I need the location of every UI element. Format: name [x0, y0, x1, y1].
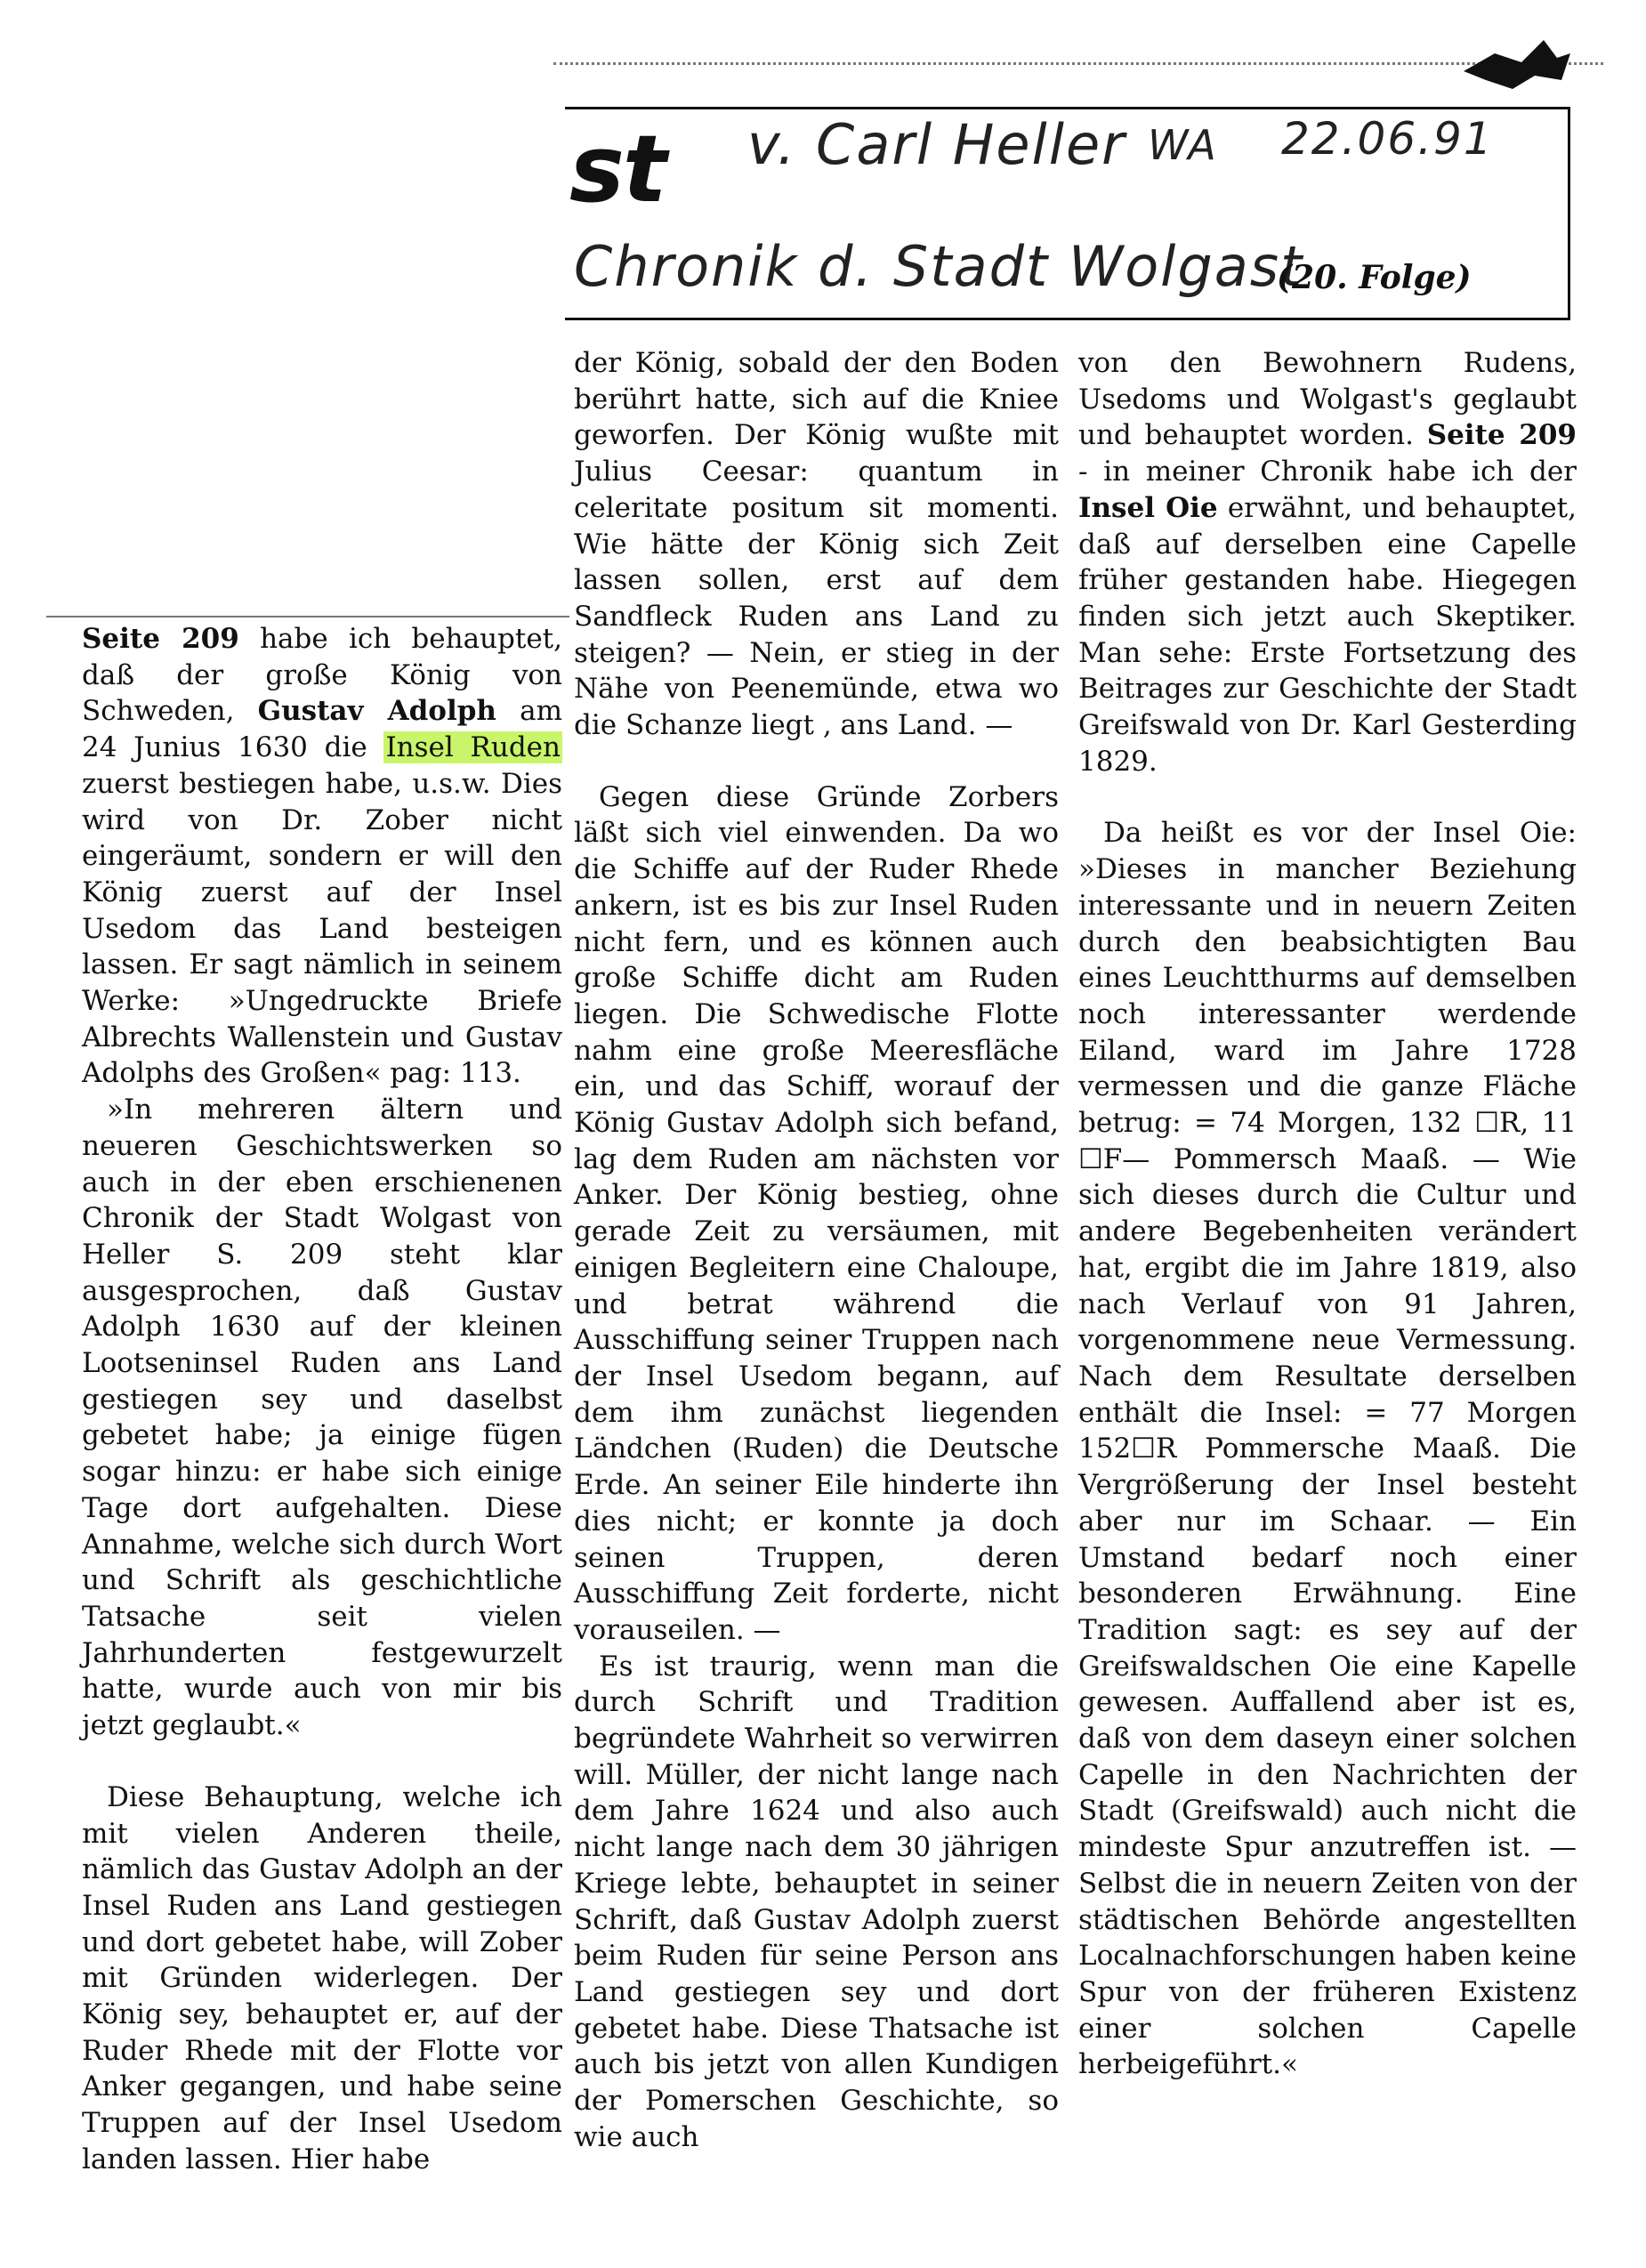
paragraph: Seite 209 habe ich behauptet, daß der große König von Schweden, Gustav Adolph am 24 Junius 1630 die Insel Ruden zuerst bestiegen habe, u.s.w. Dies wird von Dr. Zober nicht eingeräumt, sondern er will den König zuerst auf der Insel Usedom das Land besteigen lassen. Er sagt nämlich in seinem Werke: »Ungedruckte Briefe Albrechts Wallenstein und Gustav Adolphs des Großen« pag: 113.	[82, 623, 563, 1090]
article-column-1	[82, 621, 562, 2178]
newspaper-logo: st	[569, 115, 666, 223]
bold-name: Insel Oie	[1078, 491, 1218, 524]
paragraph: »In mehreren ältern und neueren Geschichtswerken so auch in der eben erschienenen Chronik der Stadt Wolgast von Heller S. 209 steht klar ausgesprochen, daß Gustav Adolph 1630 auf der kleinen Lootseninsel Ruden ans Land gestiegen sey und daselbst gebetet habe; ja einige fügen sogar hinzu: er habe sich einige Tage dort aufgehalten. Diese Annahme, welche sich durch Wort und Schrift als geschichtliche Tatsache seit vielen Jahrhunderten festgewurzelt hatte, wurde auch von mir bis jetzt geglaubt.«	[82, 1094, 562, 1742]
paragraph: der König, sobald der den Boden berührt hatte, sich auf die Kniee geworfen. Der König wußte mit Julius Ceesar: quantum in celeritate positum sit momenti. Wie hätte der König sich Zeit lassen sollen, erst auf dem Sandfleck Ruden ans Land zu steigen? — Nein, er stieg in der Nähe von Peenemünde, etwa wo die Schanze liegt , ans Land. —	[574, 347, 1059, 742]
paragraph: Es ist traurig, wenn man die durch Schrift und Tradition begründete Wahrheit so verwirren will. Müller, der nicht lange nach dem Jahre 1624 und also auch nicht lange nach dem 30 jährigen Kriege lebte, behauptet in seiner Schrift, daß Gustav Adolph zuerst beim Ruden für seine Person ans Land gestiegen sey und dort gebetet habe. Diese Thatsache ist auch bis jetzt von allen Kundigen der Pomerschen Geschichte, so wie auch	[574, 1650, 1059, 2153]
series-number: (20. Folge)	[1277, 259, 1472, 296]
highlighted-text: Insel Ruden	[385, 731, 561, 764]
paragraph: Da heißt es vor der Insel Oie: »Dieses in mancher Beziehung interessante und in neuern Zeiten durch den beabsichtigten Bau eines Leuchtthurms auf demselben noch interessanter werdende Eiland, ward im Jahre 1728 vermessen und die ganze Fläche betrug: = 74 Morgen, 132 ☐R, 11 ☐F— Pommersch Maaß. — Wie sich dieses durch die Cultur und andere Begebenheiten verändert hat, ergibt die im Jahre 1819, also nach Verlauf von 91 Jahren, vorgenommene neue Vermessung. Nach dem Resultate derselben enthält die Insel: = 77 Morgen 152☐R Pommersche Maaß. Die Vergrößerung der Insel besteht aber nur im Schaar. — Ein Umstand bedarf noch einer besonderen Erwähnung. Eine Tradition sagt: es sey auf der Greifswaldschen Oie eine Kapelle gewesen. Auffallend aber ist es, daß von dem daseyn einer solchen Capelle in den Nachrichten der Stadt (Greifswald) auch nicht die mindeste Spur anzutreffen ist. — Selbst die in neuern Zeiten von der städtischen Behörde angestellten Localnachforschungen haben keine Spur von der früheren Existenz einer solchen Capelle herbeigeführt.«	[1078, 817, 1577, 2081]
corner-ink-mark	[1459, 36, 1575, 98]
paragraph: von den Bewohnern Rudens, Usedoms und Wolgast's geglaubt und behauptet worden. Seite 209 - in meiner Chronik habe ich der Insel Oie erwähnt, und behauptet, daß auf derselben eine Capelle früher gestanden habe. Hiegegen finden sich jetzt auch Skeptiker. Man sehe: Erste Fortsetzung des Beitrages zur Geschichte der Stadt Greifswald von Dr. Karl Gesterding 1829.	[1078, 347, 1577, 778]
paragraph: Diese Behauptung, welche ich mit vielen Anderen theile, nämlich das Gustav Adolph an der Insel Ruden ans Land gestiegen und dort gebetet habe, will Zober mit Gründen widerlegen. Der König sey, behauptet er, auf der Ruder Rhede mit der Flotte vor Anker gegangen, und habe seine Truppen auf der Insel Usedom landen lassen. Hier habe	[82, 1780, 562, 2175]
handwritten-title: Chronik d. Stadt Wolgast	[574, 234, 1304, 299]
bold-reference: Seite 209	[82, 623, 239, 655]
handwritten-source: WA	[1148, 121, 1218, 169]
bold-reference: Seite 209	[1426, 419, 1577, 452]
handwritten-date: 22.06.91	[1281, 113, 1494, 165]
article-column-3	[1078, 345, 1577, 2083]
paragraph: Gegen diese Gründe Zorbers läßt sich viel einwenden. Da wo die Schiffe auf der Ruder Rhede ankern, ist es bis zur Insel Ruden nicht fern, und es können auch große Schiffe dicht am Ruden liegen. Die Schwedische Flotte nahm eine große Meeresfläche ein, und das Schiff, worauf der König Gustav Adolph sich befand, lag dem Ruden am nächsten vor Anker. Der König bestieg, ohne gerade Zeit zu versäumen, mit einigen Begleitern eine Chaloupe, und betrat während die Ausschiffung seiner Truppen nach der Insel Usedom begann, auf dem ihm zunächst liegenden Ländchen (Ruden) die Deutsche Erde. An seiner Eile hinderte ihn dies nicht; er konnte ja doch seinen Truppen, deren Ausschiffung Zeit forderte, nicht vorauseilen. —	[574, 780, 1059, 1646]
bold-name: Gustav Adolph	[257, 695, 496, 728]
column-rule	[46, 616, 569, 617]
handwritten-author: v. Carl Heller	[747, 112, 1126, 177]
article-column-2	[574, 345, 1059, 2155]
top-dotted-rule	[553, 62, 1603, 65]
